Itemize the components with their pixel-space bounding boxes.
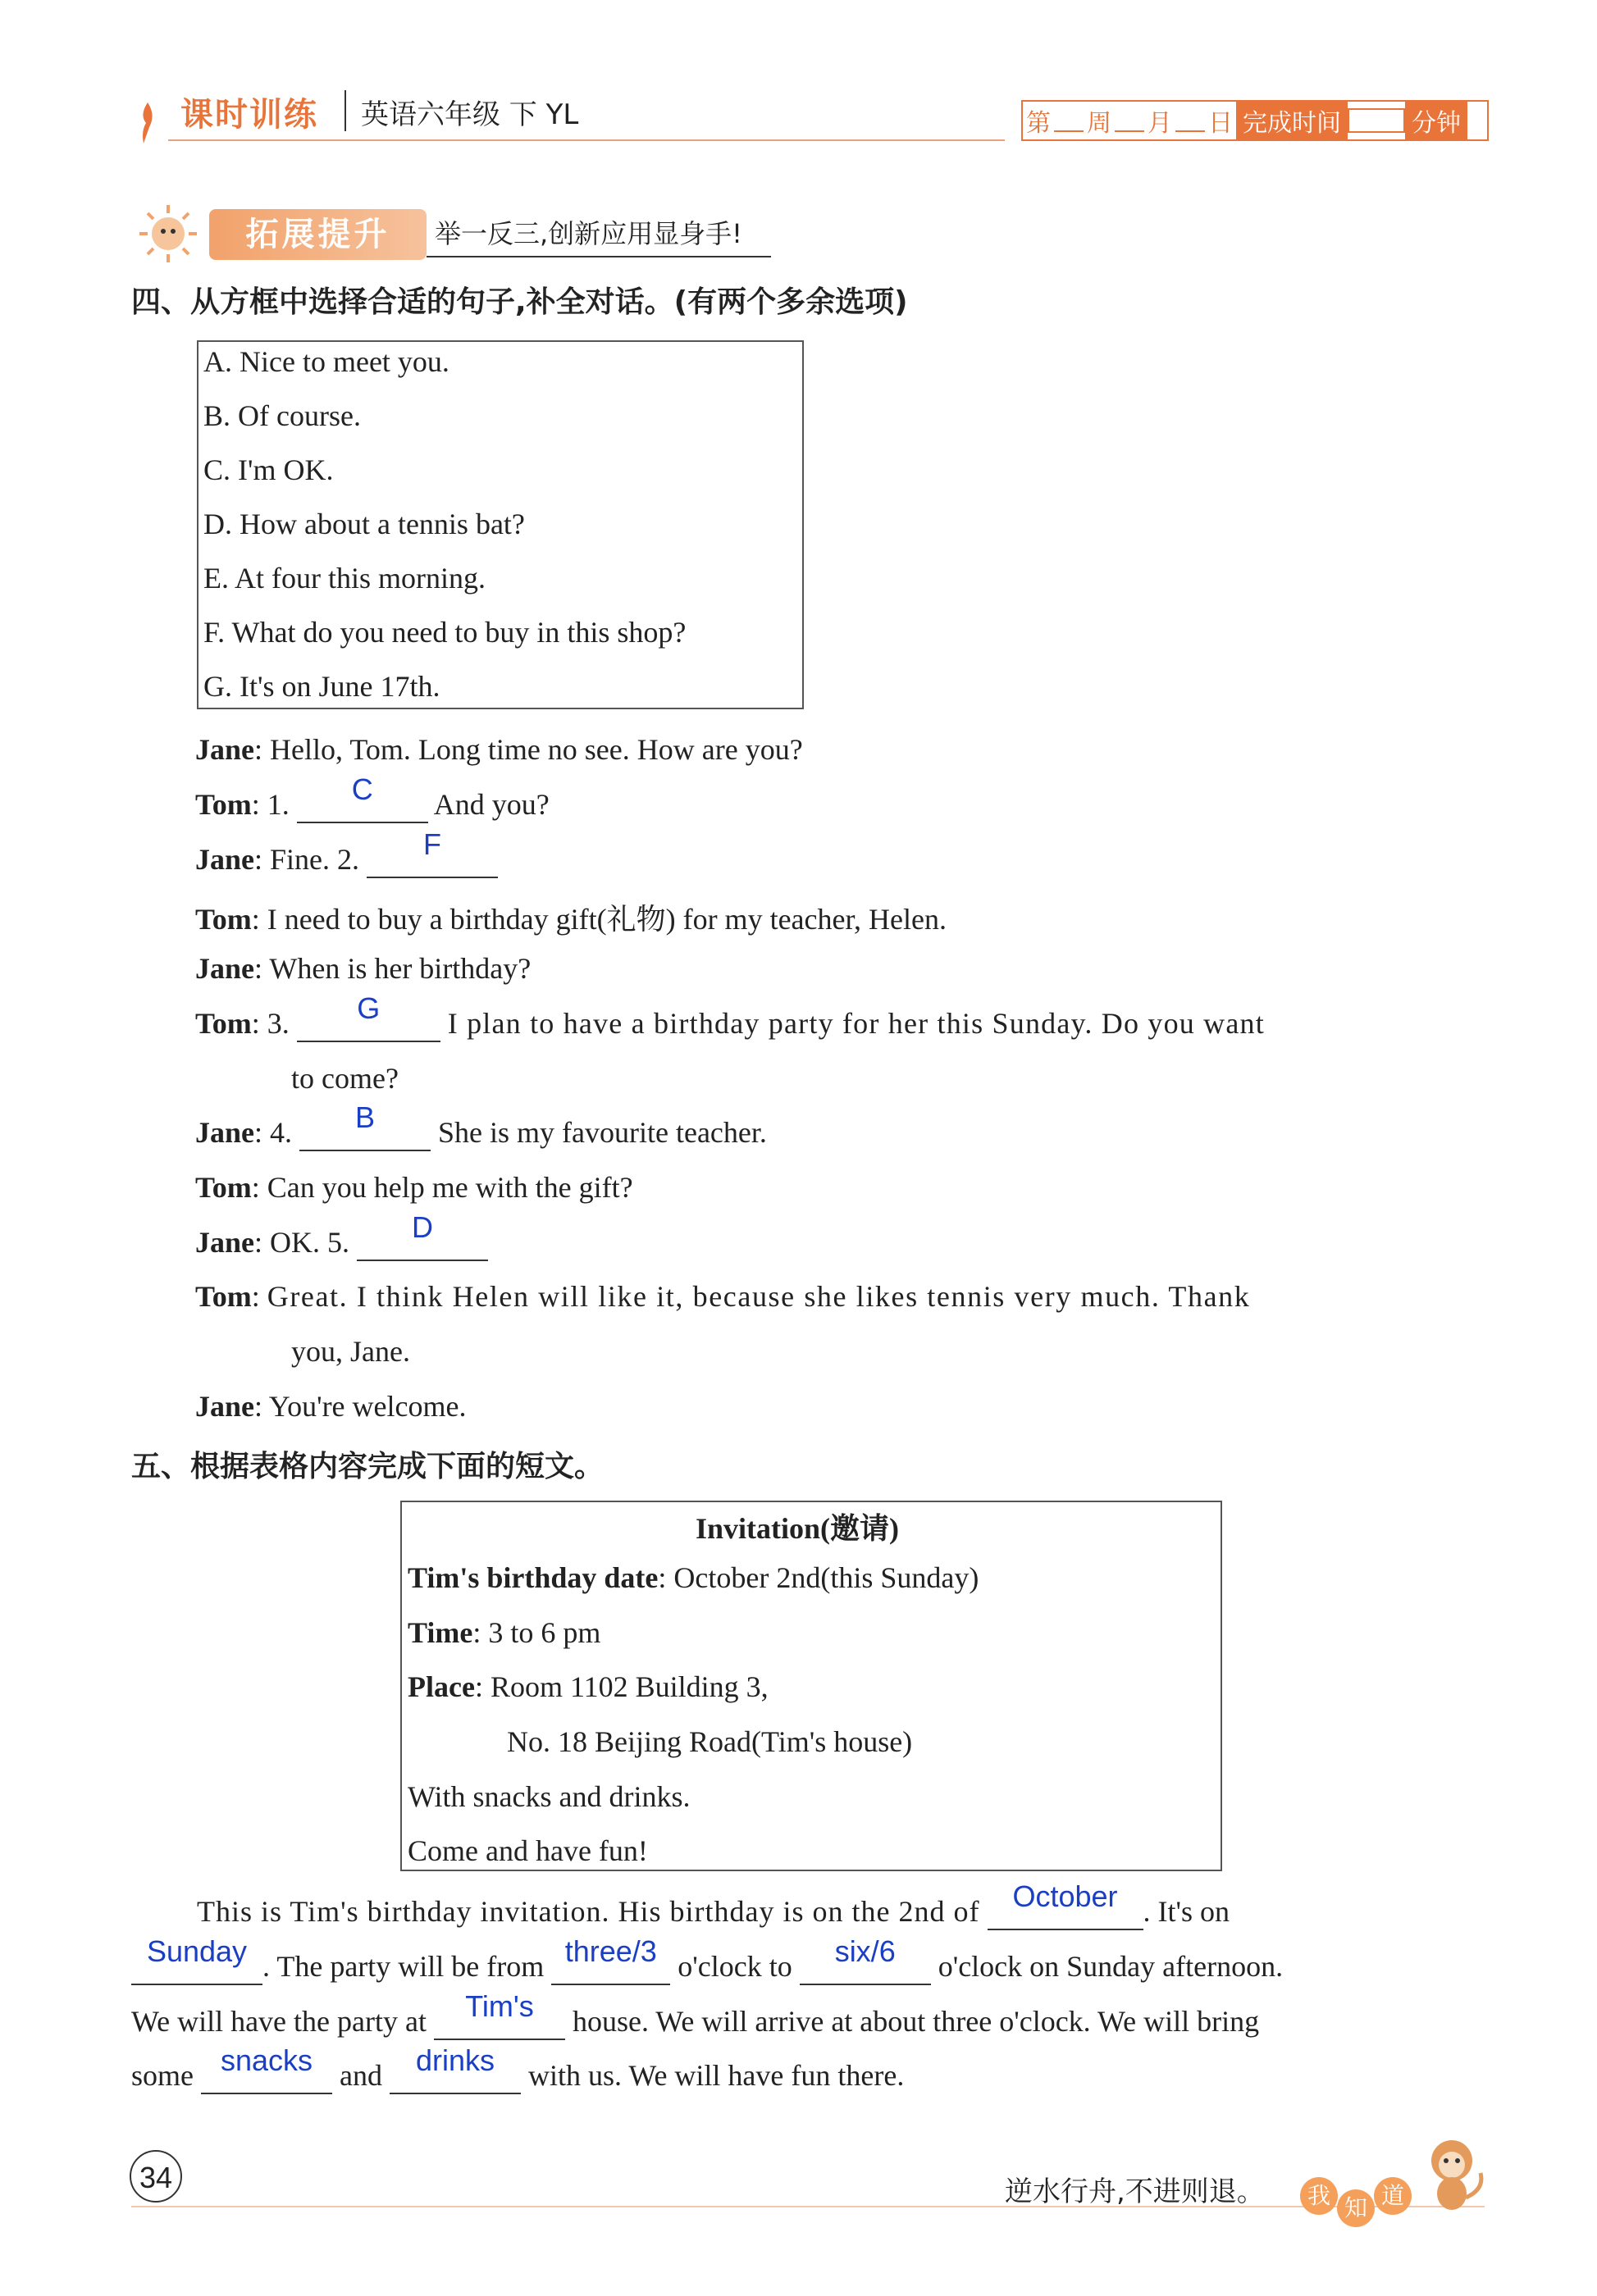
- passage-blank-3[interactable]: [551, 1934, 670, 1985]
- option-a: A. Nice to meet you.: [203, 345, 449, 378]
- header-rule: [168, 139, 1005, 141]
- dialogue-text: You're welcome.: [268, 1390, 467, 1423]
- option-e: E. At four this morning.: [203, 562, 486, 594]
- speaker-colon: :: [254, 843, 263, 876]
- footer-rule: [131, 2206, 1485, 2207]
- speaker-colon: :: [254, 1116, 263, 1149]
- passage-answer-1: October: [1012, 1879, 1118, 1913]
- option-b: B. Of course.: [203, 399, 361, 432]
- passage-line-1: [197, 1879, 1230, 1930]
- badge-char-1: 我: [1300, 2177, 1338, 2215]
- speaker-name: Jane: [195, 843, 254, 876]
- dialogue-line-6: [195, 991, 1265, 1042]
- answer-4: B: [355, 1100, 376, 1134]
- month-unit: 月: [1148, 109, 1172, 138]
- badge-char-2: 知: [1337, 2189, 1375, 2227]
- answer-blank-4[interactable]: [299, 1100, 431, 1151]
- place-value-2: No. 18 Beijing Road(Tim's house): [507, 1725, 913, 1758]
- option-g: G. It's on June 17th.: [203, 670, 440, 703]
- dialogue-line-10-cont: you, Jane.: [291, 1335, 410, 1368]
- option-f: F. What do you need to buy in this shop?: [203, 616, 687, 649]
- date-value: October 2nd(this Sunday): [673, 1561, 979, 1594]
- section5-title: 五、根据表格内容完成下面的短文。: [131, 1450, 605, 1483]
- completion-time-box: [1021, 100, 1489, 141]
- dialogue-prefix: 1.: [267, 788, 290, 821]
- passage-blank-4[interactable]: [800, 1934, 931, 1985]
- passage-text: with us. We will have fun there.: [527, 2059, 905, 2092]
- week-label: 第: [1026, 109, 1051, 138]
- badge-char-3: 道: [1374, 2177, 1412, 2215]
- invitation-fun: Come and have fun!: [408, 1834, 648, 1867]
- passage-text: some: [131, 2059, 194, 2092]
- time-label: Time: [408, 1616, 473, 1649]
- month-blank[interactable]: [1115, 109, 1144, 132]
- answer-blank-1[interactable]: [297, 772, 428, 823]
- invitation-snacks: With snacks and drinks.: [408, 1780, 691, 1813]
- option-c: C. I'm OK.: [203, 453, 334, 486]
- passage-answer-4: six/6: [834, 1934, 896, 1968]
- dialogue-line-6-cont: to come?: [291, 1062, 399, 1095]
- speaker-colon: :: [251, 903, 260, 936]
- speaker-name: Jane: [195, 733, 254, 766]
- header-subtitle: 英语六年级 下 YL: [361, 98, 579, 131]
- time-label: 完成时间: [1236, 102, 1348, 139]
- passage-text: . It's on: [1143, 1895, 1230, 1928]
- option-d: D. How about a tennis bat?: [203, 508, 525, 540]
- place-label: Place: [408, 1670, 475, 1703]
- banner-slogan: 举一反三,创新应用显身手!: [435, 218, 743, 249]
- passage-blank-7[interactable]: [390, 2043, 521, 2094]
- pen-icon: [131, 98, 164, 148]
- passage-answer-7: drinks: [415, 2043, 495, 2077]
- passage-blank-2[interactable]: [131, 1934, 262, 1985]
- header-divider: [344, 90, 346, 131]
- answer-blank-5[interactable]: [357, 1210, 488, 1261]
- passage-text: o'clock to: [678, 1950, 792, 1983]
- speaker-name: Tom: [195, 1280, 252, 1313]
- speaker-colon: :: [251, 1280, 260, 1313]
- day-blank[interactable]: [1175, 109, 1205, 132]
- section4-title: 四、从方框中选择合适的句子,补全对话。(有两个多余选项): [131, 285, 908, 319]
- day-unit: 日: [1208, 109, 1233, 138]
- passage-answer-6: snacks: [220, 2043, 313, 2077]
- week-blank[interactable]: [1054, 109, 1084, 132]
- passage-text: and: [340, 2059, 382, 2092]
- dialogue-suffix: I plan to have a birthday party for her this Sunday. Do you want: [447, 1007, 1265, 1040]
- dialogue-line-3: [195, 827, 498, 878]
- speaker-colon: :: [254, 1390, 263, 1423]
- speaker-name: Jane: [195, 1226, 254, 1259]
- passage-blank-1[interactable]: [988, 1879, 1143, 1930]
- label-colon: :: [658, 1561, 667, 1594]
- passage-text: o'clock on Sunday afternoon.: [938, 1950, 1284, 1983]
- dialogue-text: Can you help me with the gift?: [267, 1171, 633, 1204]
- passage-blank-5[interactable]: [434, 1989, 565, 2040]
- dialogue-prefix: 4.: [270, 1116, 293, 1149]
- time-value: 3 to 6 pm: [488, 1616, 601, 1649]
- dialogue-text: Hello, Tom. Long time no see. How are you?: [270, 733, 803, 766]
- speaker-colon: :: [251, 1007, 260, 1040]
- date-label: Tim's birthday date: [408, 1561, 659, 1594]
- speaker-colon: :: [254, 952, 263, 985]
- speaker-colon: :: [254, 733, 263, 766]
- minute-label: 分钟: [1405, 102, 1467, 139]
- speaker-name: Tom: [195, 903, 252, 936]
- invitation-date: [408, 1560, 979, 1595]
- speaker-name: Jane: [195, 952, 254, 985]
- dialogue-line-7: [195, 1100, 767, 1151]
- banner-underline: [427, 256, 771, 257]
- passage-text: . The party will be from: [262, 1950, 545, 1983]
- answer-5: D: [412, 1210, 434, 1244]
- passage-line-4: [131, 2043, 905, 2094]
- place-value-1: Room 1102 Building 3,: [490, 1670, 769, 1703]
- section-banner: 拓展提升: [209, 209, 427, 260]
- answer-3: G: [357, 991, 381, 1025]
- dialogue-text: When is her birthday?: [269, 952, 532, 985]
- dialogue-prefix: OK. 5.: [270, 1226, 350, 1259]
- passage-text: house. We will arrive at about three o'clock. We will bring: [572, 2005, 1260, 2038]
- header-title: 课时训练: [180, 96, 318, 134]
- speaker-name: Tom: [195, 1171, 252, 1204]
- footer-motto: 逆水行舟,不进则退。: [1005, 2175, 1265, 2208]
- dialogue-prefix: 3.: [267, 1007, 290, 1040]
- dialogue-line-8: [195, 1170, 633, 1205]
- speaker-colon: :: [251, 1171, 260, 1204]
- dialogue-line-11: [195, 1389, 466, 1424]
- answer-1: C: [351, 772, 373, 806]
- answer-blank-2[interactable]: [367, 827, 498, 878]
- speaker-colon: :: [254, 1226, 263, 1259]
- time-blank[interactable]: [1348, 108, 1405, 133]
- label-colon: :: [472, 1616, 481, 1649]
- passage-answer-2: Sunday: [146, 1934, 248, 1968]
- dialogue-prefix: Fine. 2.: [270, 843, 360, 876]
- speaker-name: Jane: [195, 1390, 254, 1423]
- passage-text: This is Tim's birthday invitation. His birthday is on the 2nd of: [197, 1895, 980, 1928]
- answer-blank-3[interactable]: [297, 991, 440, 1042]
- passage-answer-3: three/3: [564, 1934, 657, 1968]
- invitation-heading: Invitation(邀请): [696, 1512, 900, 1545]
- dialogue-line-4: [195, 896, 947, 938]
- passage-line-2: [131, 1934, 1284, 1985]
- dialogue-suffix: She is my favourite teacher.: [438, 1116, 767, 1149]
- passage-answer-5: Tim's: [465, 1989, 534, 2023]
- dialogue-line-2: [195, 772, 550, 823]
- dialogue-text: I need to buy a birthday gift(礼物) for my teacher, Helen.: [267, 903, 947, 936]
- invitation-time: [408, 1615, 600, 1650]
- monkey-mascot-icon: [1415, 2132, 1489, 2218]
- answer-2: F: [423, 827, 442, 861]
- speaker-name: Tom: [195, 1007, 252, 1040]
- label-colon: :: [474, 1670, 483, 1703]
- speaker-colon: :: [251, 788, 260, 821]
- dialogue-line-5: [195, 951, 531, 986]
- dialogue-line-9: [195, 1210, 488, 1261]
- sun-mascot-icon: [131, 201, 205, 266]
- speaker-name: Jane: [195, 1116, 254, 1149]
- invitation-place: [408, 1670, 769, 1704]
- page-number: 34: [130, 2150, 182, 2203]
- passage-blank-6[interactable]: [201, 2043, 332, 2094]
- week-unit: 周: [1087, 109, 1111, 138]
- dialogue-text: Great. I think Helen will like it, because she likes tennis very much. Thank: [267, 1280, 1251, 1313]
- passage-text: We will have the party at: [131, 2005, 427, 2038]
- passage-line-3: [131, 1989, 1260, 2040]
- speaker-name: Tom: [195, 788, 252, 821]
- dialogue-line-10: [195, 1279, 1250, 1314]
- dialogue-suffix: And you?: [433, 788, 550, 821]
- dialogue-line-1: [195, 732, 803, 767]
